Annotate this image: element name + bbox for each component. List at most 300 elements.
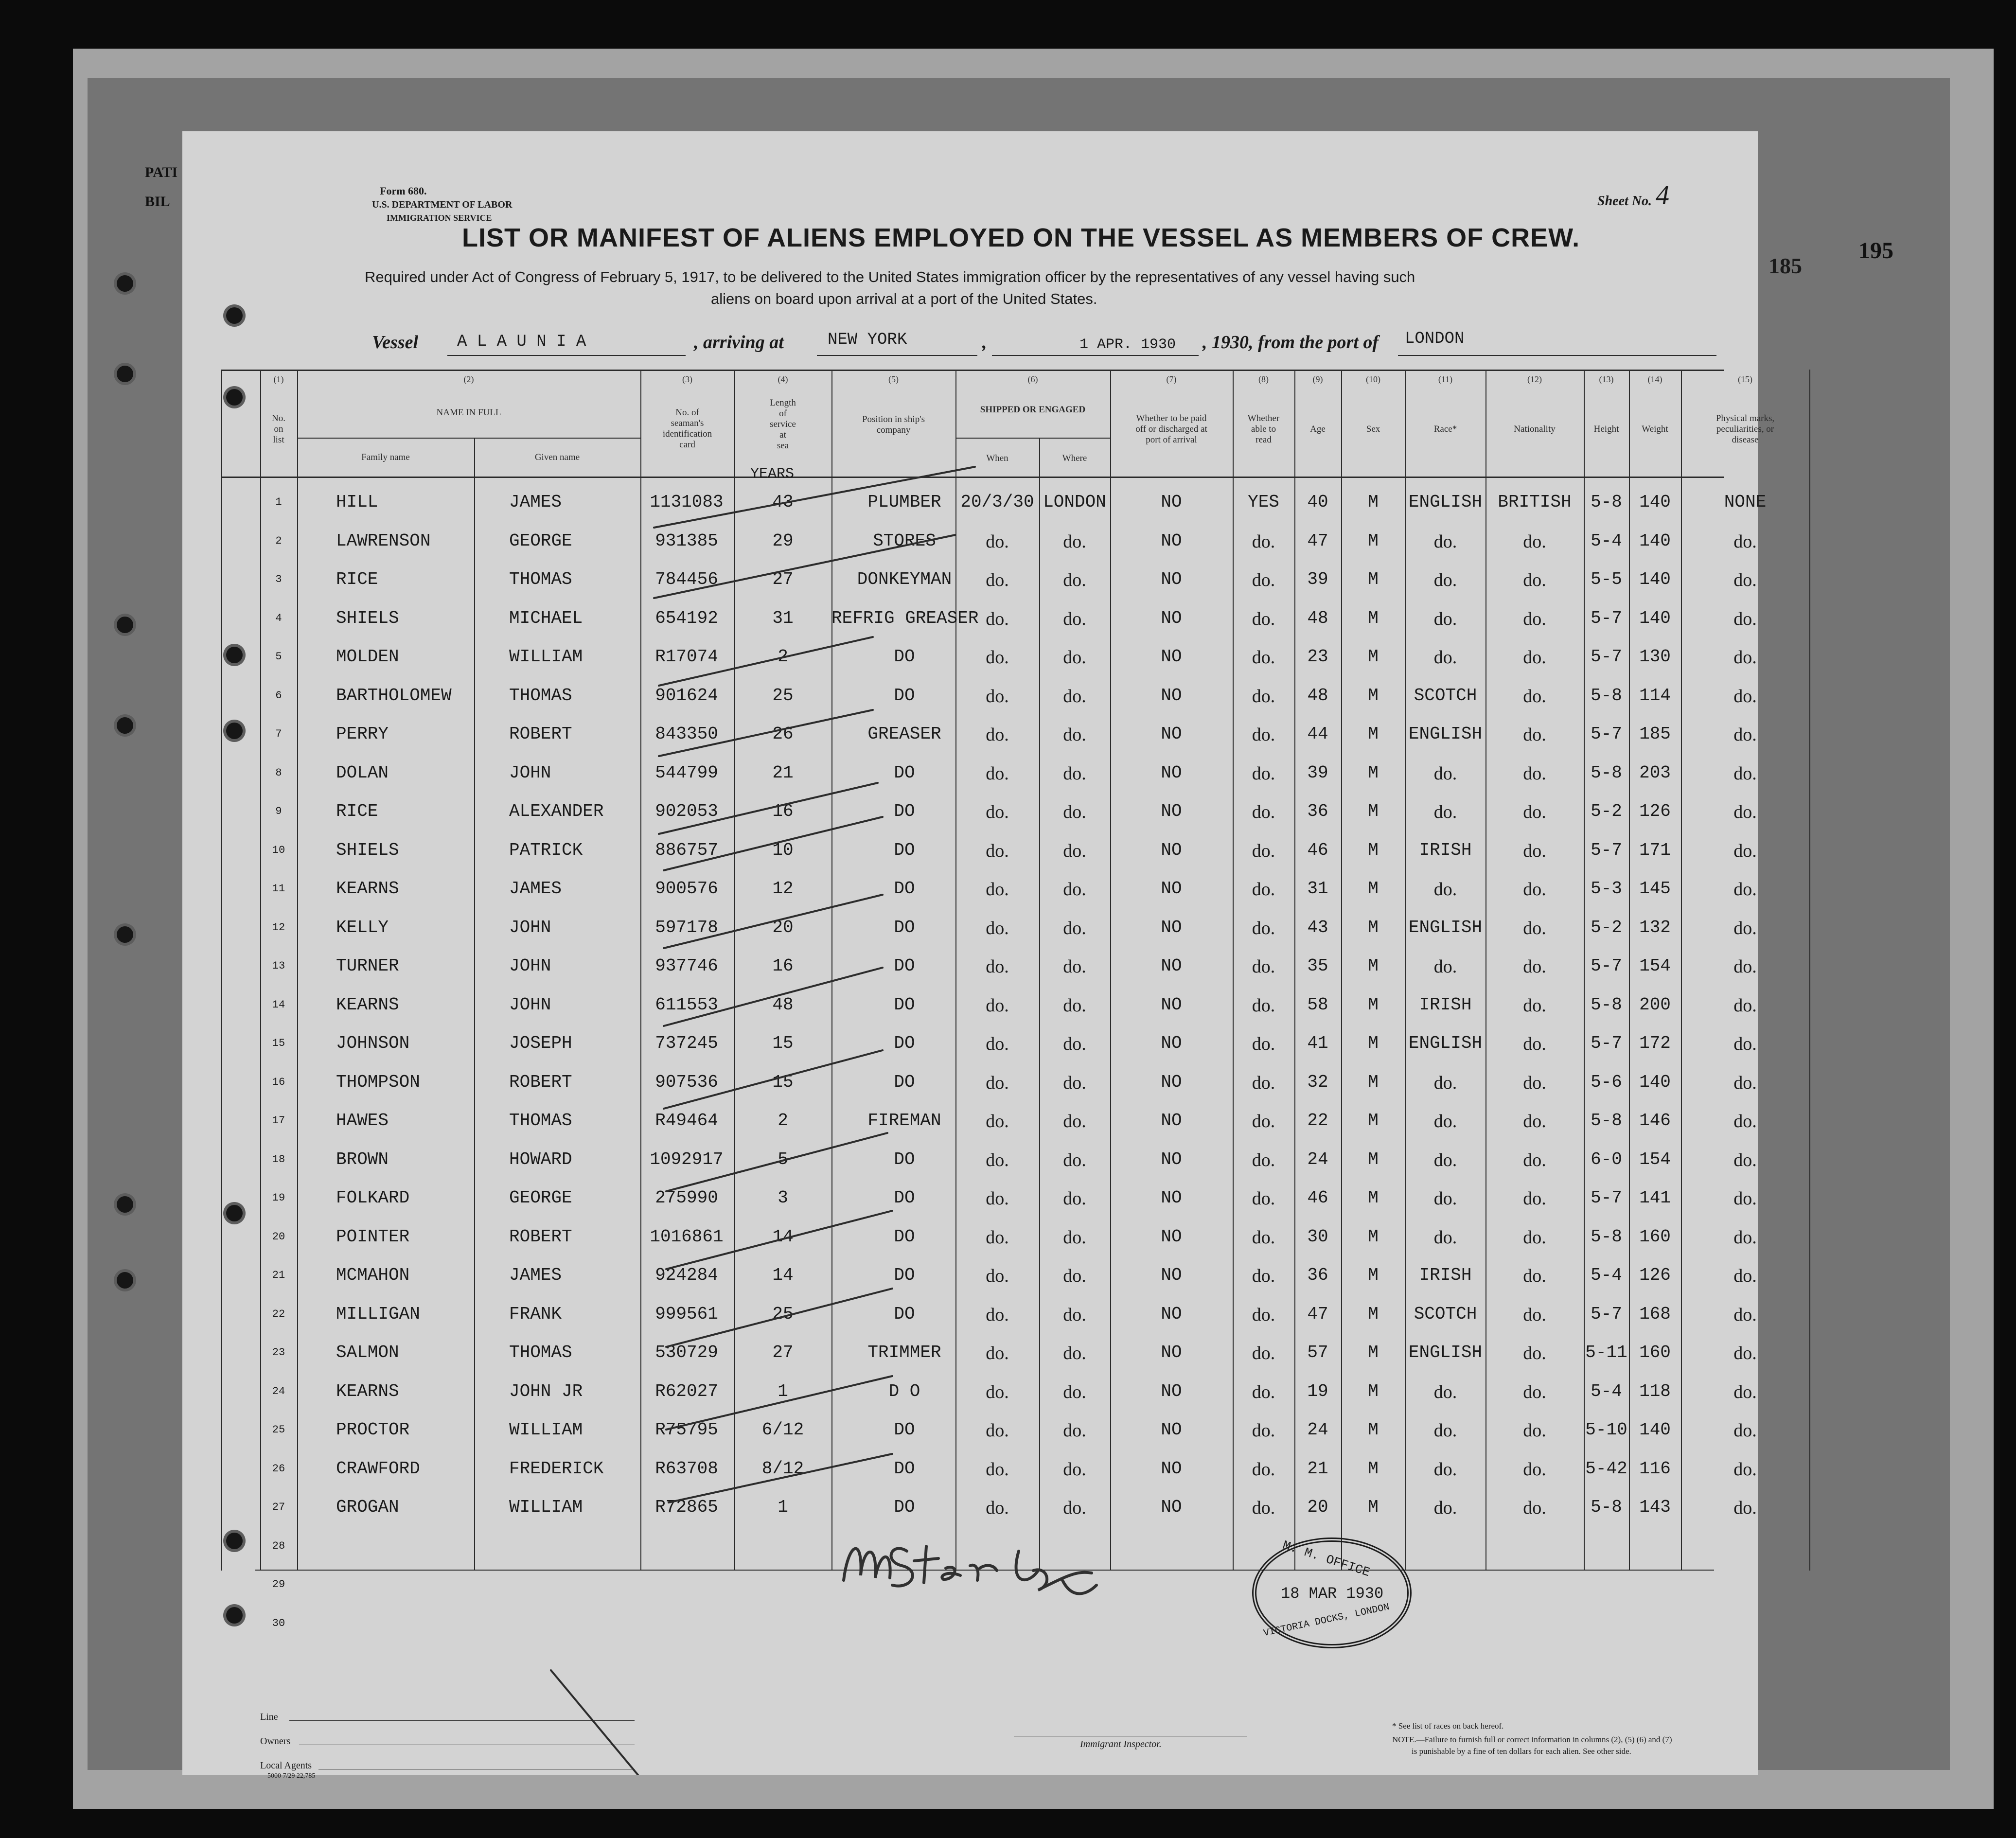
cell-card: 902053: [655, 801, 718, 821]
cell-age: 24: [1307, 1420, 1328, 1440]
cell-sex: M: [1368, 492, 1379, 512]
cell-height: 5-8: [1591, 763, 1622, 783]
cell-marks: do.: [1733, 1073, 1757, 1093]
cell-service: 3: [778, 1188, 788, 1208]
cell-when: do.: [986, 918, 1009, 938]
header-able-to-read: Whether able to read: [1247, 413, 1280, 445]
cell-read: do.: [1252, 1382, 1275, 1402]
cell-position: REFRIG GREASER: [831, 608, 979, 628]
cell-card: R17074: [655, 647, 718, 667]
cell-family: POINTER: [336, 1227, 410, 1247]
cell-card: R49464: [655, 1111, 718, 1131]
cell-nat: do.: [1523, 725, 1546, 745]
cell-service: 6/12: [761, 1420, 804, 1440]
cell-weight: 145: [1639, 879, 1671, 899]
cell-no: 29: [272, 1578, 285, 1591]
cell-family: MCMAHON: [336, 1265, 410, 1285]
cell-position: DO: [894, 840, 915, 860]
cell-age: 21: [1307, 1459, 1328, 1479]
cell-when: do.: [986, 1150, 1009, 1170]
col-number: (12): [1527, 374, 1542, 384]
cell-where: do.: [1063, 1073, 1086, 1093]
cell-nat: do.: [1523, 1266, 1546, 1286]
cell-age: 44: [1307, 724, 1328, 744]
cell-weight: 171: [1639, 840, 1671, 860]
cell-paid: NO: [1161, 1111, 1182, 1131]
peek-text-1: PATI: [145, 164, 178, 180]
header-sex: Sex: [1366, 424, 1380, 434]
cell-age: 47: [1307, 1304, 1328, 1324]
cell-sex: M: [1368, 724, 1379, 744]
cell-race: do.: [1433, 531, 1457, 552]
arriving-port: NEW YORK: [828, 331, 907, 349]
cell-race: do.: [1433, 956, 1457, 977]
cell-service: 2: [778, 647, 788, 667]
cell-read: do.: [1252, 879, 1275, 900]
cell-age: 48: [1307, 608, 1328, 628]
cell-height: 5-8: [1591, 686, 1622, 706]
cell-marks: do.: [1733, 1111, 1757, 1131]
cell-position: PLUMBER: [867, 492, 941, 512]
cell-paid: NO: [1161, 608, 1182, 628]
cell-age: 32: [1307, 1072, 1328, 1092]
cell-where: LONDON: [1043, 492, 1106, 512]
cell-service: 29: [772, 531, 794, 551]
cell-when: do.: [986, 1382, 1009, 1402]
cell-position: D O: [888, 1381, 920, 1401]
form-number: Form 680.: [380, 185, 427, 197]
cell-read: do.: [1252, 1266, 1275, 1286]
cell-family: PERRY: [336, 724, 389, 744]
punch-hole: [117, 617, 133, 633]
cell-no: 3: [275, 573, 282, 585]
cell-position: DO: [894, 918, 915, 937]
cell-sex: M: [1368, 1149, 1379, 1169]
cell-weight: 168: [1639, 1304, 1671, 1324]
cell-race: SCOTCH: [1414, 1304, 1477, 1324]
cell-card: 1092917: [650, 1149, 724, 1169]
cell-marks: do.: [1733, 609, 1757, 629]
cell-given: JAMES: [509, 492, 562, 512]
cell-no: 25: [272, 1424, 285, 1436]
cell-when: do.: [986, 1420, 1009, 1441]
cell-marks: do.: [1733, 802, 1757, 822]
cell-sex: M: [1368, 1381, 1379, 1401]
cell-position: DO: [894, 995, 915, 1015]
cell-paid: NO: [1161, 647, 1182, 667]
cell-service: 2: [778, 1111, 788, 1131]
cell-nat: BRITISH: [1498, 492, 1572, 512]
cell-age: 39: [1307, 763, 1328, 783]
cell-weight: 146: [1639, 1111, 1671, 1131]
cell-where: do.: [1063, 1111, 1086, 1131]
cell-height: 5-2: [1591, 801, 1622, 821]
cell-where: do.: [1063, 995, 1086, 1016]
cell-marks: do.: [1733, 1498, 1757, 1518]
cell-paid: NO: [1161, 879, 1182, 899]
cell-card: R72865: [655, 1497, 718, 1517]
cell-given: THOMAS: [509, 1111, 572, 1131]
cell-when: 20/3/30: [960, 492, 1034, 512]
cell-sex: M: [1368, 647, 1379, 667]
cell-given: ROBERT: [509, 724, 572, 744]
subtitle-line-1: Required under Act of Congress of February 5, 1917, to be delivered to the United States immigration officer by the representatives of any vessel having such: [365, 268, 1415, 285]
cell-family: JOHNSON: [336, 1033, 410, 1053]
cell-sex: M: [1368, 918, 1379, 937]
cell-given: MICHAEL: [509, 608, 583, 628]
col-line: [1809, 370, 1810, 1571]
cell-nat: do.: [1523, 918, 1546, 938]
cell-race: ENGLISH: [1408, 918, 1483, 937]
cell-no: 8: [275, 767, 282, 779]
cell-age: 41: [1307, 1033, 1328, 1053]
cell-height: 6-0: [1591, 1149, 1622, 1169]
cell-given: ROBERT: [509, 1227, 572, 1247]
cell-where: do.: [1063, 1227, 1086, 1248]
cell-card: R63708: [655, 1459, 718, 1479]
cell-height: 5-4: [1591, 1381, 1622, 1401]
adjacent-page-number: 195: [1858, 238, 1893, 264]
cell-position: DO: [894, 1265, 915, 1285]
cell-read: do.: [1252, 1305, 1275, 1325]
cell-card: 275990: [655, 1188, 718, 1208]
cell-nat: do.: [1523, 609, 1546, 629]
cell-when: do.: [986, 1343, 1009, 1363]
cell-where: do.: [1063, 1188, 1086, 1209]
cell-marks: do.: [1733, 686, 1757, 707]
cell-given: WILLIAM: [509, 647, 583, 667]
cell-when: do.: [986, 1188, 1009, 1209]
cell-service: 1: [778, 1497, 788, 1517]
cell-given: ROBERT: [509, 1072, 572, 1092]
cell-position: DO: [894, 763, 915, 783]
punch-hole: [117, 275, 133, 292]
cell-read: do.: [1252, 995, 1275, 1016]
punch-hole: [117, 717, 133, 734]
cell-given: THOMAS: [509, 569, 572, 589]
cell-height: 5-8: [1591, 1111, 1622, 1131]
cell-marks: do.: [1733, 1034, 1757, 1054]
cell-when: do.: [986, 1227, 1009, 1248]
cell-when: do.: [986, 686, 1009, 707]
cell-family: KEARNS: [336, 1381, 399, 1401]
cell-where: do.: [1063, 1150, 1086, 1170]
cell-card: 924284: [655, 1265, 718, 1285]
cell-read: do.: [1252, 1343, 1275, 1363]
arrival-date-stamp: 1 APR. 1930: [1079, 336, 1176, 353]
cell-age: 22: [1307, 1111, 1328, 1131]
sheet-number: 4: [1656, 180, 1669, 211]
cell-sex: M: [1368, 1343, 1379, 1362]
cell-weight: 132: [1639, 918, 1671, 937]
cell-sex: M: [1368, 801, 1379, 821]
cell-where: do.: [1063, 686, 1086, 707]
cell-nat: do.: [1523, 1420, 1546, 1441]
col-number: (1): [273, 374, 284, 384]
cell-where: do.: [1063, 1343, 1086, 1363]
cell-read: do.: [1252, 802, 1275, 822]
cell-sex: M: [1368, 840, 1379, 860]
cell-family: TURNER: [336, 956, 399, 976]
cell-race: do.: [1433, 647, 1457, 668]
cell-no: 28: [272, 1540, 285, 1552]
cell-family: MILLIGAN: [336, 1304, 420, 1324]
cell-race: do.: [1433, 1420, 1457, 1441]
cell-service: 31: [772, 608, 794, 628]
handwritten-strike-marks: [182, 131, 1758, 1775]
cell-race: do.: [1433, 1227, 1457, 1248]
header-height: Height: [1593, 424, 1619, 434]
cell-family: THOMPSON: [336, 1072, 420, 1092]
cell-nat: do.: [1523, 1111, 1546, 1131]
footer-line-label: Line: [260, 1712, 278, 1722]
cell-given: ALEXANDER: [509, 801, 604, 821]
cell-position: DO: [894, 1304, 915, 1324]
cell-family: SHIELS: [336, 608, 399, 628]
cell-weight: 140: [1639, 1072, 1671, 1092]
cell-given: WILLIAM: [509, 1497, 583, 1517]
service-name: IMMIGRATION SERVICE: [387, 213, 492, 223]
cell-family: KEARNS: [336, 879, 399, 899]
cell-service: 12: [772, 879, 794, 899]
cell-read: do.: [1252, 1420, 1275, 1441]
cell-given: THOMAS: [509, 686, 572, 706]
cell-paid: NO: [1161, 918, 1182, 937]
cell-position: STORES: [873, 531, 936, 551]
cell-race: IRISH: [1419, 840, 1472, 860]
cell-no: 13: [272, 960, 285, 972]
cell-race: do.: [1433, 879, 1457, 900]
cell-given: GEORGE: [509, 1188, 572, 1208]
header-when: When: [986, 453, 1008, 463]
cell-nat: do.: [1523, 1034, 1546, 1054]
subtitle-line-2: aliens on board upon arrival at a port of the United States.: [711, 290, 1097, 307]
cell-age: 58: [1307, 995, 1328, 1015]
cell-family: HAWES: [336, 1111, 389, 1131]
cell-no: 22: [272, 1308, 285, 1320]
cell-sex: M: [1368, 1459, 1379, 1479]
cell-age: 20: [1307, 1497, 1328, 1517]
cell-age: 46: [1307, 840, 1328, 860]
cell-sex: M: [1368, 956, 1379, 976]
cell-service: 14: [772, 1227, 794, 1247]
cell-sex: M: [1368, 686, 1379, 706]
cell-given: JOHN: [509, 763, 551, 783]
cell-when: do.: [986, 1305, 1009, 1325]
cell-height: 5-11: [1585, 1343, 1627, 1362]
cell-weight: 130: [1639, 647, 1671, 667]
cell-nat: do.: [1523, 841, 1546, 861]
cell-age: 46: [1307, 1188, 1328, 1208]
cell-weight: 185: [1639, 724, 1671, 744]
cell-sex: M: [1368, 1188, 1379, 1208]
cell-sex: M: [1368, 1497, 1379, 1517]
cell-paid: NO: [1161, 763, 1182, 783]
cell-position: TRIMMER: [867, 1343, 941, 1362]
cell-marks: do.: [1733, 1188, 1757, 1209]
header-weight: Weight: [1642, 424, 1668, 434]
cell-age: 40: [1307, 492, 1328, 512]
cell-weight: 141: [1639, 1188, 1671, 1208]
cell-given: FRANK: [509, 1304, 562, 1324]
cell-race: SCOTCH: [1414, 686, 1477, 706]
cell-position: DO: [894, 1072, 915, 1092]
cell-paid: NO: [1161, 1265, 1182, 1285]
cell-nat: do.: [1523, 647, 1546, 668]
cell-position: DO: [894, 686, 915, 706]
cell-no: 1: [275, 496, 282, 508]
cell-family: CRAWFORD: [336, 1459, 420, 1479]
cell-card: 931385: [655, 531, 718, 551]
cell-paid: NO: [1161, 1304, 1182, 1324]
cell-service: 27: [772, 569, 794, 589]
cell-service: 26: [772, 724, 794, 744]
cell-when: do.: [986, 1266, 1009, 1286]
inspector-label: Immigrant Inspector.: [1080, 1739, 1162, 1750]
cell-position: DO: [894, 647, 915, 667]
col-number: (14): [1647, 374, 1662, 384]
cell-family: GROGAN: [336, 1497, 399, 1517]
cell-when: do.: [986, 725, 1009, 745]
cell-family: LAWRENSON: [336, 531, 431, 551]
cell-family: MOLDEN: [336, 647, 399, 667]
cell-when: do.: [986, 879, 1009, 900]
cell-service: 43: [772, 492, 794, 512]
cell-where: do.: [1063, 609, 1086, 629]
cell-card: 737245: [655, 1033, 718, 1053]
cell-nat: do.: [1523, 1498, 1546, 1518]
cell-marks: do.: [1733, 1459, 1757, 1480]
header-shipped: SHIPPED OR ENGAGED: [980, 405, 1086, 415]
cell-family: KELLY: [336, 918, 389, 937]
cell-position: DO: [894, 1033, 915, 1053]
footer-owners-label: Owners: [260, 1736, 291, 1747]
cell-position: DO: [894, 1188, 915, 1208]
cell-nat: do.: [1523, 1073, 1546, 1093]
cell-family: FOLKARD: [336, 1188, 410, 1208]
cell-age: 47: [1307, 531, 1328, 551]
cell-card: 1131083: [650, 492, 724, 512]
cell-read: do.: [1252, 1188, 1275, 1209]
cell-position: FIREMAN: [867, 1111, 941, 1131]
cell-service: 25: [772, 686, 794, 706]
cell-card: 784456: [655, 569, 718, 589]
cell-no: 6: [275, 689, 282, 702]
cell-race: do.: [1433, 1073, 1457, 1093]
cell-height: 5-10: [1585, 1420, 1627, 1440]
cell-when: do.: [986, 531, 1009, 552]
header-position: Position in ship's company: [862, 414, 925, 435]
col-number: (3): [682, 374, 692, 384]
cell-read: do.: [1252, 1150, 1275, 1170]
cell-height: 5-42: [1585, 1459, 1627, 1479]
manifest-sheet: [182, 131, 1802, 1780]
cell-nat: do.: [1523, 570, 1546, 590]
cell-height: 5-8: [1591, 1497, 1622, 1517]
cell-height: 5-7: [1591, 647, 1622, 667]
cell-family: HILL: [336, 492, 378, 512]
cell-nat: do.: [1523, 1188, 1546, 1209]
cell-family: RICE: [336, 569, 378, 589]
cell-service: 16: [772, 956, 794, 976]
cell-given: THOMAS: [509, 1343, 572, 1362]
cell-race: do.: [1433, 763, 1457, 784]
cell-read: do.: [1252, 1034, 1275, 1054]
cell-paid: NO: [1161, 569, 1182, 589]
cell-marks: do.: [1733, 918, 1757, 938]
cell-no: 19: [272, 1192, 285, 1204]
cell-height: 5-7: [1591, 956, 1622, 976]
cell-read: do.: [1252, 1498, 1275, 1518]
print-code: 5000 7/29 22,785: [267, 1772, 316, 1780]
cell-marks: do.: [1733, 1305, 1757, 1325]
page-number: 185: [1768, 253, 1802, 278]
cell-given: FREDERICK: [509, 1459, 604, 1479]
cell-no: 4: [275, 612, 282, 624]
cell-card: 886757: [655, 840, 718, 860]
cell-race: IRISH: [1419, 995, 1472, 1015]
stamp-bottom-text: VICTORIA DOCKS, LONDON: [1262, 1601, 1391, 1640]
cell-no: 7: [275, 728, 282, 740]
cell-age: 31: [1307, 879, 1328, 899]
cell-where: do.: [1063, 1420, 1086, 1441]
cell-position: DO: [894, 1227, 915, 1247]
cell-no: 30: [272, 1617, 285, 1629]
cell-where: do.: [1063, 725, 1086, 745]
cell-age: 35: [1307, 956, 1328, 976]
cell-age: 23: [1307, 647, 1328, 667]
punch-hole: [117, 926, 133, 943]
cell-service: 14: [772, 1265, 794, 1285]
cell-no: 17: [272, 1114, 285, 1127]
vessel-name: A L A U N I A: [457, 333, 586, 351]
cell-age: 43: [1307, 918, 1328, 937]
comma: ,: [982, 332, 987, 353]
cell-paid: NO: [1161, 1381, 1182, 1401]
cell-given: PATRICK: [509, 840, 583, 860]
cell-read: do.: [1252, 609, 1275, 629]
cell-card: R75795: [655, 1420, 718, 1440]
races-note: * See list of races on back hereof.: [1392, 1721, 1504, 1731]
cell-where: do.: [1063, 879, 1086, 900]
cell-service: 15: [772, 1072, 794, 1092]
cell-race: do.: [1433, 570, 1457, 590]
cell-given: WILLIAM: [509, 1420, 583, 1440]
cell-no: 16: [272, 1076, 285, 1088]
cell-where: do.: [1063, 1034, 1086, 1054]
cell-nat: do.: [1523, 995, 1546, 1016]
cell-card: 654192: [655, 608, 718, 628]
cell-marks: do.: [1733, 879, 1757, 900]
cell-paid: NO: [1161, 1149, 1182, 1169]
cell-service: 21: [772, 763, 794, 783]
footer-agents-label: Local Agents: [260, 1760, 312, 1771]
cell-nat: do.: [1523, 956, 1546, 977]
cell-sex: M: [1368, 1111, 1379, 1131]
cell-card: R62027: [655, 1381, 718, 1401]
fine-note-2: is punishable by a fine of ten dollars for each alien. See other side.: [1412, 1747, 1631, 1756]
cell-service: 48: [772, 995, 794, 1015]
header-given-name: Given name: [534, 452, 580, 462]
cell-weight: 140: [1639, 569, 1671, 589]
cell-where: do.: [1063, 841, 1086, 861]
cell-read: YES: [1248, 492, 1279, 512]
cell-given: JOSEPH: [509, 1033, 572, 1053]
cell-height: 5-7: [1591, 1033, 1622, 1053]
cell-nat: do.: [1523, 1305, 1546, 1325]
header-family-name: Family name: [361, 452, 410, 462]
cell-when: do.: [986, 570, 1009, 590]
